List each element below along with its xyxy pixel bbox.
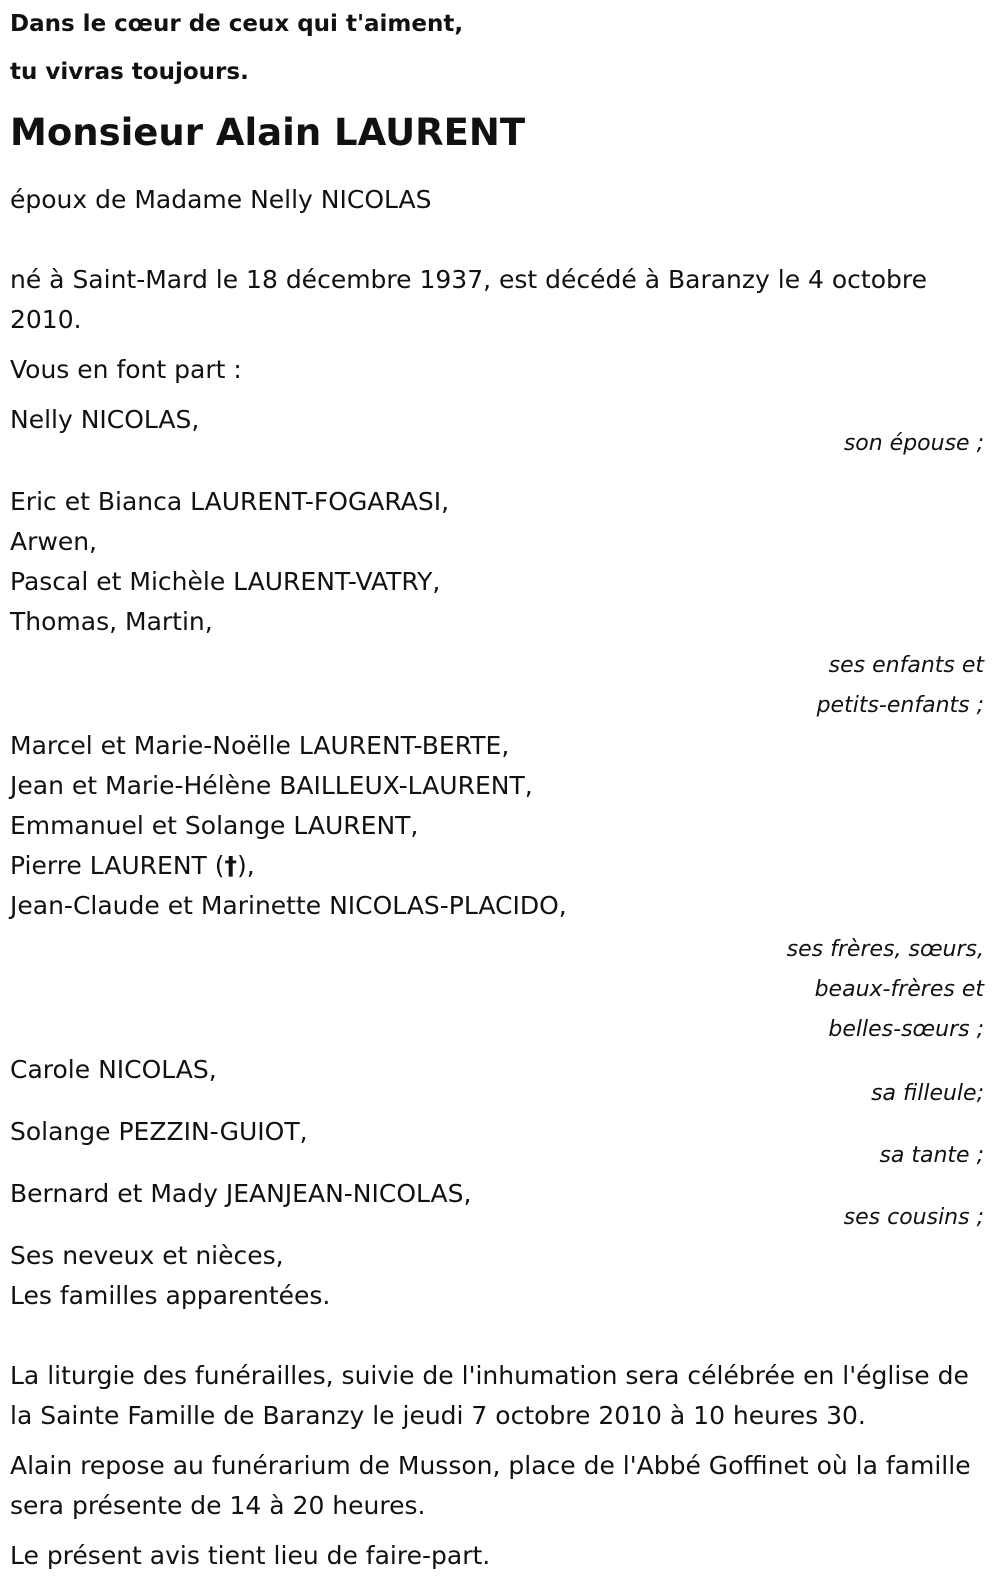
family-group-spouse: [10, 400, 988, 464]
family-name: Nelly NICOLAS,: [10, 405, 200, 434]
obituary-notice: [10, 0, 988, 1576]
relation-label: ses enfants et: [828, 653, 984, 678]
relation-label: son épouse ;: [843, 431, 984, 456]
relation-label: beaux-frères et: [814, 977, 984, 1002]
family-name: Thomas, Martin,: [10, 607, 213, 636]
deceased-name: Monsieur Alain LAURENT: [10, 111, 526, 154]
family-name: Emmanuel et Solange LAURENT,: [10, 811, 419, 840]
epigraph-line: Dans le cœur de ceux qui t'aiment,: [10, 11, 464, 37]
relation-label: ses cousins ;: [843, 1205, 984, 1230]
family-name: Bernard et Mady JEANJEAN-NICOLAS,: [10, 1179, 472, 1208]
family-name: Pierre LAURENT (: [10, 851, 225, 880]
family-name: Arwen,: [10, 527, 97, 556]
family-name: Carole NICOLAS,: [10, 1055, 217, 1084]
spouse-line: époux de Madame Nelly NICOLAS: [10, 185, 432, 214]
family-name: Jean-Claude et Marinette NICOLAS-PLACIDO,: [10, 891, 567, 920]
other-relatives-line: Les familles apparentées.: [10, 1281, 331, 1310]
cross-suffix: ),: [237, 851, 255, 880]
birth-death-line: né à Saint-Mard le 18 décembre 1937, est décédé à Baranzy le 4 octobre 2010.: [10, 265, 928, 334]
family-name-deceased: [10, 846, 988, 886]
family-group-cousins: [10, 1174, 988, 1238]
family-group-children: [10, 482, 988, 726]
relation-label: ses frères, sœurs,: [786, 937, 984, 962]
family-group-aunt: [10, 1112, 988, 1176]
announcement-intro: Vous en font part :: [10, 355, 242, 384]
relation-label: sa tante ;: [879, 1143, 984, 1168]
epigraph-line: tu vivras toujours.: [10, 59, 249, 85]
relation-label: belles-sœurs ;: [828, 1017, 984, 1042]
family-name: Jean et Marie-Hélène BAILLEUX-LAURENT,: [10, 771, 533, 800]
family-name: Marcel et Marie-Noëlle LAURENT-BERTE,: [10, 731, 510, 760]
family-name: Solange PEZZIN-GUIOT,: [10, 1117, 308, 1146]
family-name: Eric et Bianca LAURENT-FOGARASI,: [10, 487, 450, 516]
family-name: Pascal et Michèle LAURENT-VATRY,: [10, 567, 441, 596]
relation-label: petits-enfants ;: [816, 693, 984, 718]
other-relatives: [10, 1236, 988, 1316]
cross-icon: †: [224, 851, 237, 880]
closing-line: Le présent avis tient lieu de faire-part.: [10, 1541, 491, 1570]
relation-label: sa filleule;: [871, 1081, 984, 1106]
family-group-goddaughter: [10, 1050, 988, 1114]
epigraph: [10, 0, 988, 96]
liturgy-paragraph: La liturgie des funérailles, suivie de l'inhumation sera célébrée en l'église de la Sainte Famille de Baranzy le jeudi 7 octobre 2010 à 10 heures 30.: [10, 1361, 969, 1430]
repose-paragraph: Alain repose au funérarium de Musson, place de l'Abbé Goffinet où la famille sera présente de 14 à 20 heures.: [10, 1451, 971, 1520]
family-group-siblings: [10, 726, 988, 1050]
other-relatives-line: Ses neveux et nièces,: [10, 1241, 284, 1270]
